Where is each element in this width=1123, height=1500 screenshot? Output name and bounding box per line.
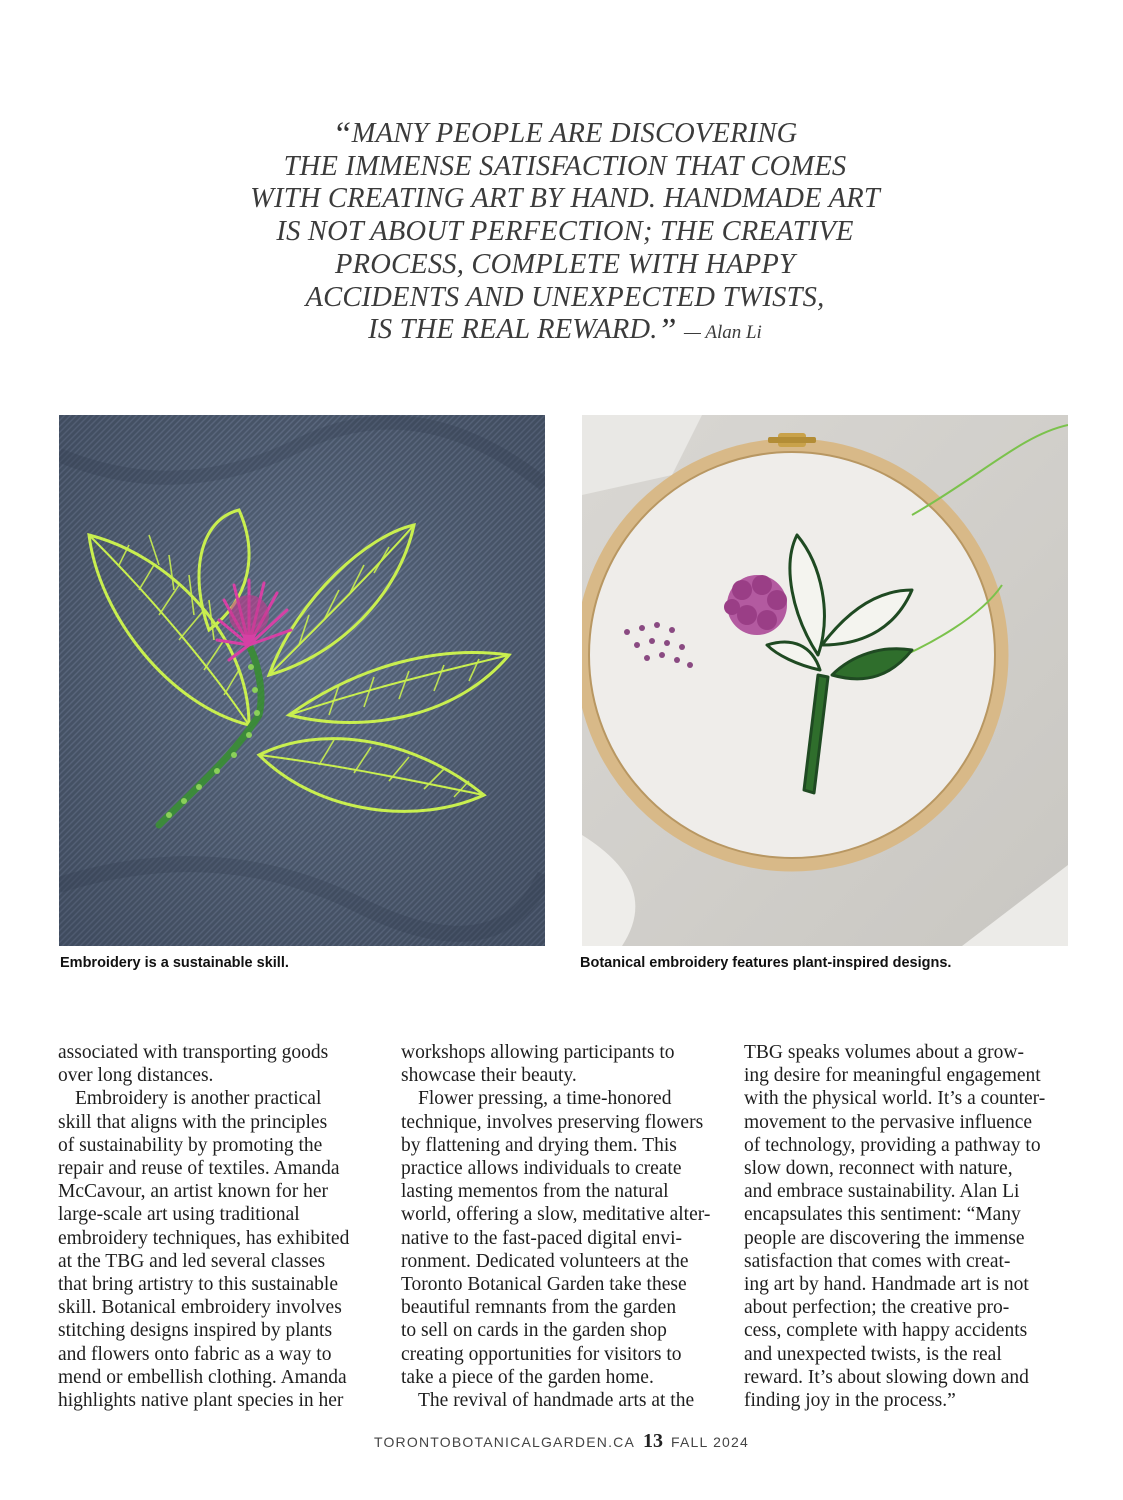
- quote-attribution: — Alan Li: [684, 322, 762, 344]
- pull-quote-line: “MANY PEOPLE ARE DISCOVERING: [332, 116, 798, 153]
- paragraph: workshops allowing participants to showcase their beauty.: [401, 1042, 675, 1087]
- body-column-3: [744, 1041, 1062, 1412]
- pull-quote: [150, 118, 980, 350]
- pull-quote-line: THE IMMENSE SATISFACTION THAT COMES: [283, 150, 847, 182]
- pull-quote-line: WITH CREATING ART BY HAND. HANDMADE ART: [250, 183, 880, 215]
- pull-quote-line: ACCIDENTS AND UNEXPECTED TWISTS,: [305, 281, 825, 313]
- pull-quote-line: PROCESS, COMPLETE WITH HAPPY: [335, 248, 795, 280]
- denim-embroidery-illustration: [59, 415, 545, 946]
- paragraph: Flower pressing, a time-honored technique, involves preserving flowers by flattening and drying them. This practice allows individuals to create lasting mementos from the natural world, offering a slow, meditative alter- native to the fast-paced digital envi- ronment. Dedicated volunteers at the Toronto Botanical Garden take these beautiful remnants from the garden to sell on cards in the garden shop creating opportunities for visitors to take a piece of the garden home.: [401, 1088, 711, 1388]
- photo-caption-right: Botanical embroidery features plant-inspired designs.: [580, 955, 952, 971]
- footer-issue: FALL 2024: [671, 1434, 750, 1450]
- photo-caption-left: Embroidery is a sustainable skill.: [60, 955, 289, 971]
- page-footer: [0, 1430, 1123, 1453]
- close-quote-mark: ”: [657, 312, 677, 350]
- paragraph: TBG speaks volumes about a grow- ing desire for meaningful engagement with the physical world. It’s a counter- movement to the pervasive influence of technology, providing a pathway to slow down, reconnect with nature, and embrace sustainability. Alan Li encapsulates this sentiment: “Many people are discovering the immense satisfaction that comes with creat- ing art by hand. Handmade art is not about perfection; the creative pro- cess, complete with happy accidents and unexpected twists, is the real reward. It’s about slowing down and finding joy in the process.”: [744, 1042, 1046, 1412]
- open-quote-mark: “: [332, 116, 352, 153]
- pull-quote-line: IS THE REAL REWARD.” — Alan Li: [368, 312, 762, 350]
- body-column-1: [58, 1041, 376, 1412]
- paragraph: Embroidery is another practical skill that aligns with the principles of sustainability by promoting the repair and reuse of textiles. Amanda McCavour, an artist known for her large-scale art using traditional embroidery techniques, has exhibited at the TBG and led several classes that bring artistry to this sustainable skill. Botanical embroidery involves stitching designs inspired by plants and flowers onto fabric as a way to mend or embellish clothing. Amanda highlights native plant species in her: [58, 1088, 350, 1412]
- paragraph: associated with transporting goods over long distances.: [58, 1042, 329, 1087]
- page-number: 13: [643, 1430, 664, 1452]
- footer-site-url: TORONTOBOTANICALGARDEN.CA: [373, 1434, 636, 1450]
- photo-embroidery-denim: [59, 415, 545, 946]
- photo-embroidery-hoop: [582, 415, 1068, 946]
- body-column-2: [401, 1041, 719, 1412]
- paragraph: The revival of handmade arts at the: [418, 1390, 695, 1412]
- hoop-embroidery-illustration: [582, 415, 1068, 946]
- pull-quote-line: IS NOT ABOUT PERFECTION; THE CREATIVE: [276, 216, 854, 248]
